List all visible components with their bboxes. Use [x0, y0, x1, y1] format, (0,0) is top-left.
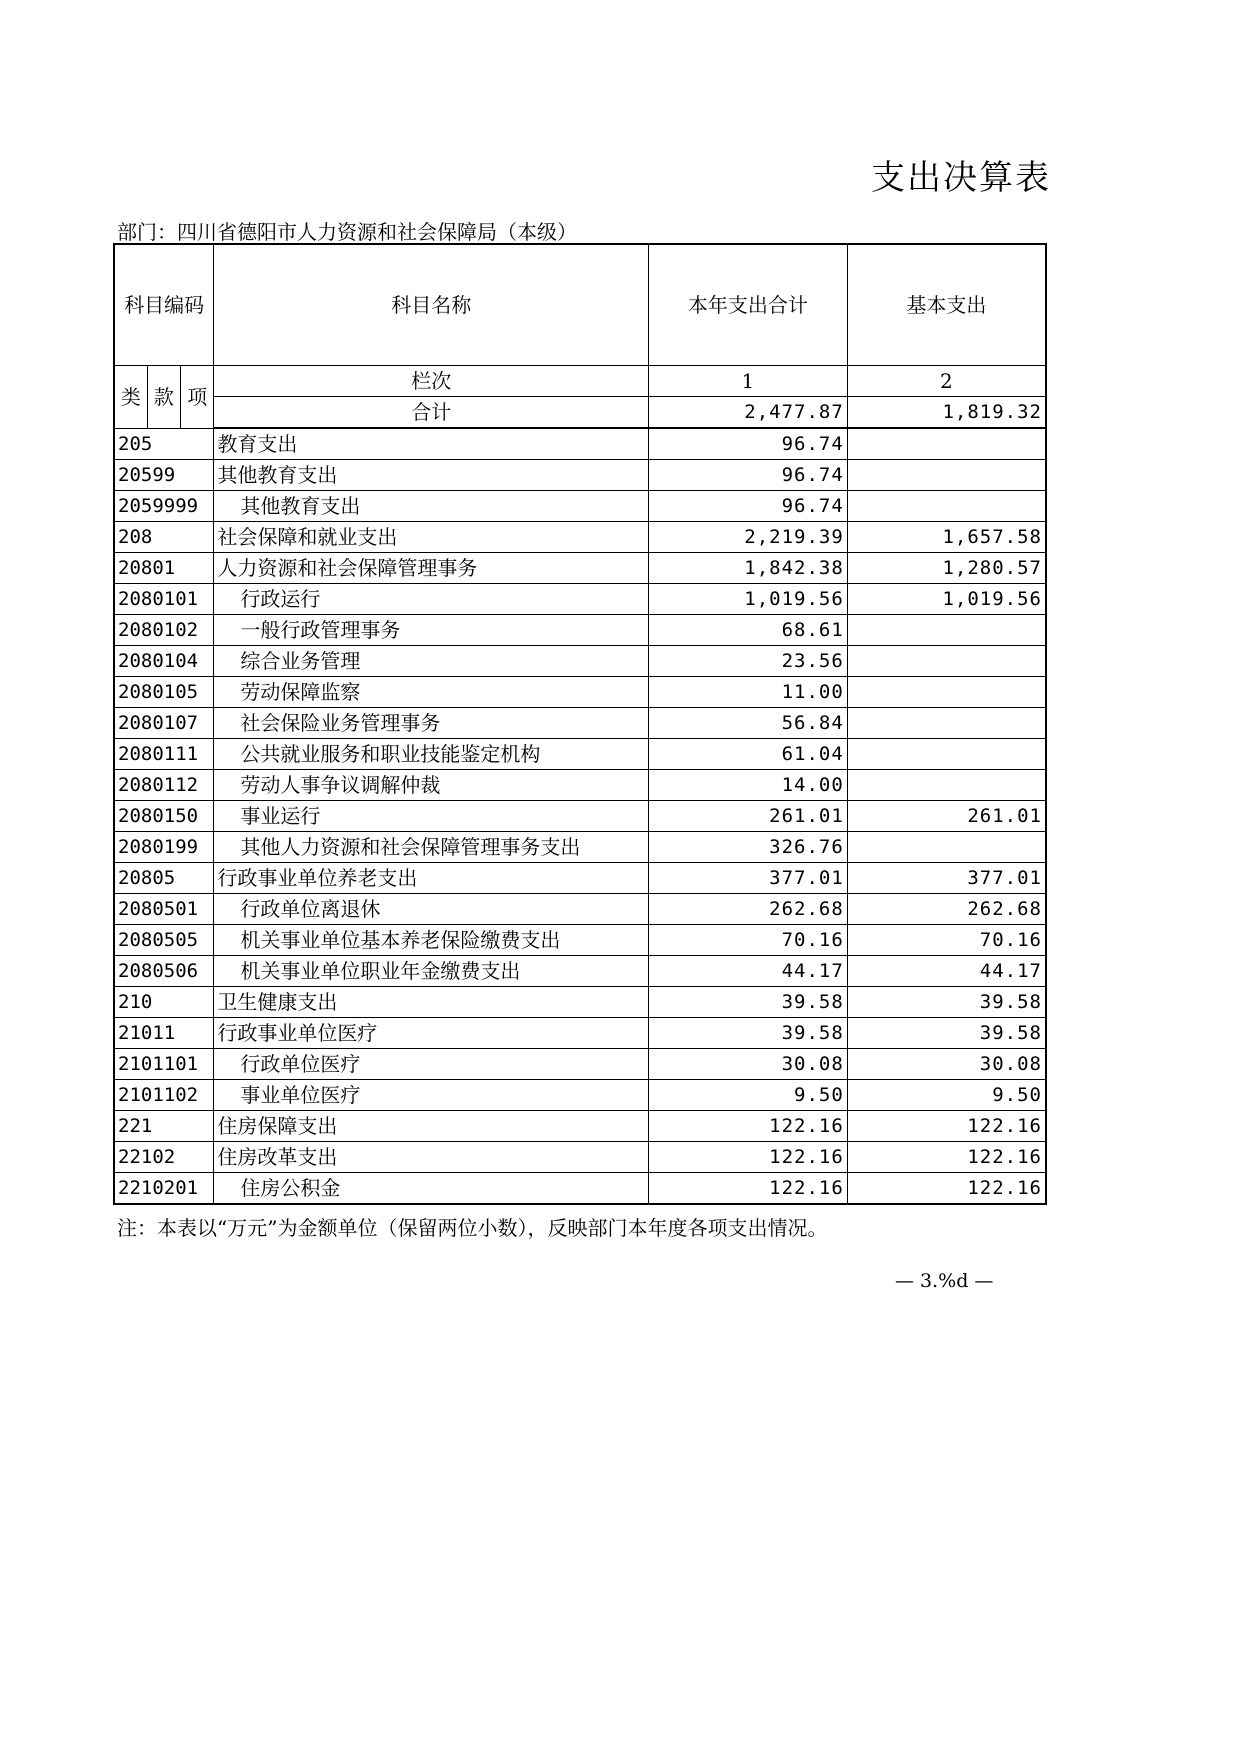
row-code: 2080506 [114, 956, 214, 987]
row-basic: 30.08 [847, 1049, 1046, 1080]
table-row [114, 615, 1046, 646]
row-name: 综合业务管理 [214, 646, 649, 677]
row-total: 1,842.38 [649, 553, 848, 584]
row-name: 行政单位医疗 [214, 1049, 649, 1080]
table-row [114, 553, 1046, 584]
row-code: 2080105 [114, 677, 214, 708]
row-basic [847, 491, 1046, 522]
row-total: 70.16 [649, 925, 848, 956]
row-name: 行政事业单位医疗 [214, 1018, 649, 1049]
row-basic [847, 832, 1046, 863]
table-row [114, 522, 1046, 553]
row-name: 住房保障支出 [214, 1111, 649, 1142]
row-code: 20805 [114, 863, 214, 894]
row-code: 2101102 [114, 1080, 214, 1111]
row-total: 122.16 [649, 1173, 848, 1205]
table-row [114, 832, 1046, 863]
row-code: 22102 [114, 1142, 214, 1173]
row-total: 68.61 [649, 615, 848, 646]
row-basic [847, 708, 1046, 739]
row-name: 其他教育支出 [214, 460, 649, 491]
table-row [114, 460, 1046, 491]
row-name: 事业单位医疗 [214, 1080, 649, 1111]
row-basic: 377.01 [847, 863, 1046, 894]
row-total: 44.17 [649, 956, 848, 987]
row-total: 14.00 [649, 770, 848, 801]
row-total: 262.68 [649, 894, 848, 925]
table-row [114, 739, 1046, 770]
row-basic: 70.16 [847, 925, 1046, 956]
table-row [114, 677, 1046, 708]
row-total: 2,219.39 [649, 522, 848, 553]
row-code: 21011 [114, 1018, 214, 1049]
row-name: 其他教育支出 [214, 491, 649, 522]
row-name: 行政事业单位养老支出 [214, 863, 649, 894]
row-basic: 122.16 [847, 1111, 1046, 1142]
row-basic: 261.01 [847, 801, 1046, 832]
row-name: 行政运行 [214, 584, 649, 615]
page-title: 支出决算表 [871, 158, 1051, 198]
row-basic [847, 646, 1046, 677]
row-total: 96.74 [649, 460, 848, 491]
row-total: 261.01 [649, 801, 848, 832]
row-code: 2080112 [114, 770, 214, 801]
row-total: 39.58 [649, 987, 848, 1018]
table-row [114, 491, 1046, 522]
row-name: 公共就业服务和职业技能鉴定机构 [214, 739, 649, 770]
row-total: 61.04 [649, 739, 848, 770]
row-name: 社会保障和就业支出 [214, 522, 649, 553]
row-name: 其他人力资源和社会保障管理事务支出 [214, 832, 649, 863]
row-name: 一般行政管理事务 [214, 615, 649, 646]
header-lei: 类 [114, 366, 147, 429]
row-total: 377.01 [649, 863, 848, 894]
row-total: 1,019.56 [649, 584, 848, 615]
row-total: 30.08 [649, 1049, 848, 1080]
row-total: 122.16 [649, 1111, 848, 1142]
table-row [114, 770, 1046, 801]
table-row [114, 1142, 1046, 1173]
row-code: 210 [114, 987, 214, 1018]
column-index-1: 1 [649, 366, 848, 397]
table-row [114, 801, 1046, 832]
row-basic: 44.17 [847, 956, 1046, 987]
row-name: 机关事业单位职业年金缴费支出 [214, 956, 649, 987]
row-basic [847, 770, 1046, 801]
row-basic: 122.16 [847, 1142, 1046, 1173]
row-total: 56.84 [649, 708, 848, 739]
row-code: 2080505 [114, 925, 214, 956]
table-row [114, 925, 1046, 956]
row-code: 2101101 [114, 1049, 214, 1080]
header-code: 科目编码 [114, 244, 214, 366]
row-total: 96.74 [649, 428, 848, 460]
row-code: 2080107 [114, 708, 214, 739]
row-code: 2080111 [114, 739, 214, 770]
row-name: 人力资源和社会保障管理事务 [214, 553, 649, 584]
department-label: 部门：四川省德阳市人力资源和社会保障局（本级） [117, 220, 577, 244]
row-basic: 39.58 [847, 1018, 1046, 1049]
sum-label: 合计 [214, 397, 649, 429]
row-name: 卫生健康支出 [214, 987, 649, 1018]
table-row [114, 1111, 1046, 1142]
row-code: 221 [114, 1111, 214, 1142]
row-name: 住房改革支出 [214, 1142, 649, 1173]
row-name: 教育支出 [214, 428, 649, 460]
column-index-label: 栏次 [214, 366, 649, 397]
row-basic [847, 677, 1046, 708]
row-total: 326.76 [649, 832, 848, 863]
row-total: 23.56 [649, 646, 848, 677]
table-row [114, 708, 1046, 739]
row-name: 行政单位离退休 [214, 894, 649, 925]
row-total: 39.58 [649, 1018, 848, 1049]
row-basic: 122.16 [847, 1173, 1046, 1205]
table-row [114, 894, 1046, 925]
row-code: 2080199 [114, 832, 214, 863]
row-total: 96.74 [649, 491, 848, 522]
table-row [114, 1049, 1046, 1080]
row-code: 2080150 [114, 801, 214, 832]
table-row [114, 1080, 1046, 1111]
table-row [114, 1173, 1046, 1205]
row-name: 住房公积金 [214, 1173, 649, 1205]
row-name: 劳动人事争议调解仲裁 [214, 770, 649, 801]
page-number: — 3.%d — [895, 1270, 994, 1292]
row-code: 2080101 [114, 584, 214, 615]
table-row [114, 428, 1046, 460]
header-basic: 基本支出 [847, 244, 1046, 366]
row-name: 社会保险业务管理事务 [214, 708, 649, 739]
row-name: 机关事业单位基本养老保险缴费支出 [214, 925, 649, 956]
table-note: 注：本表以“万元”为金额单位（保留两位小数），反映部门本年度各项支出情况。 [117, 1216, 828, 1240]
table-row [114, 1018, 1046, 1049]
table-row [114, 863, 1046, 894]
expenditure-table [113, 243, 1047, 1205]
row-code: 20801 [114, 553, 214, 584]
table-row [114, 584, 1046, 615]
row-basic: 1,280.57 [847, 553, 1046, 584]
row-basic: 262.68 [847, 894, 1046, 925]
row-code: 20599 [114, 460, 214, 491]
row-code: 2210201 [114, 1173, 214, 1205]
header-kuan: 款 [147, 366, 180, 429]
row-code: 2080501 [114, 894, 214, 925]
row-basic: 9.50 [847, 1080, 1046, 1111]
row-total: 9.50 [649, 1080, 848, 1111]
row-code: 2059999 [114, 491, 214, 522]
row-code: 2080102 [114, 615, 214, 646]
row-code: 2080104 [114, 646, 214, 677]
row-name: 事业运行 [214, 801, 649, 832]
table-row [114, 987, 1046, 1018]
row-basic [847, 615, 1046, 646]
row-code: 208 [114, 522, 214, 553]
row-basic: 1,019.56 [847, 584, 1046, 615]
header-name: 科目名称 [214, 244, 649, 366]
table-row [114, 956, 1046, 987]
sum-basic: 1,819.32 [847, 397, 1046, 429]
row-basic [847, 460, 1046, 491]
row-basic [847, 428, 1046, 460]
row-total: 11.00 [649, 677, 848, 708]
column-index-2: 2 [847, 366, 1046, 397]
row-code: 205 [114, 428, 214, 460]
row-name: 劳动保障监察 [214, 677, 649, 708]
row-basic: 39.58 [847, 987, 1046, 1018]
row-total: 122.16 [649, 1142, 848, 1173]
row-basic: 1,657.58 [847, 522, 1046, 553]
row-basic [847, 739, 1046, 770]
sum-total: 2,477.87 [649, 397, 848, 429]
table-row [114, 646, 1046, 677]
header-xiang: 项 [181, 366, 214, 429]
header-total: 本年支出合计 [649, 244, 848, 366]
